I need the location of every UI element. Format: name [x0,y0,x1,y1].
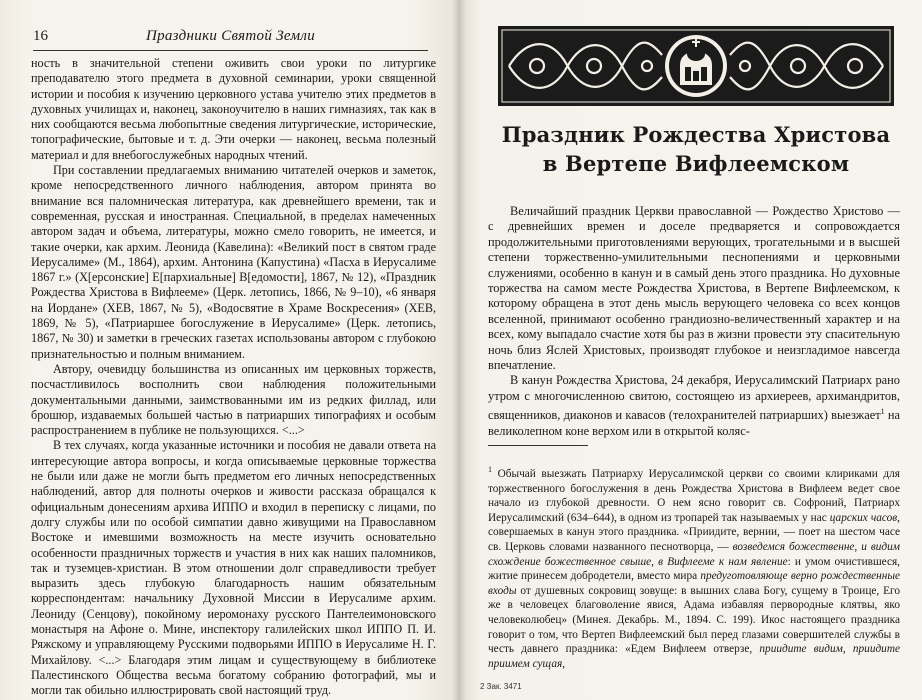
running-title: Праздники Святой Земли [145,28,316,44]
paragraph: В тех случаях, когда указанные источники и пособия не давали ответа на интересующие автора вопросы, и когда описываемые церковные торжества не были или даже не могли быть предметом его личных непосредственных наблюдений, автор для полноты очерков и живости рассказа обращался к официальным донесениям архива ИППО и входил в переписку с лицами, по долгу службы или по особой симпатии давно живущими на Православном Востоке и имевшими возможность на месте изучить основательно особенности праздничных торжеств и участия в них как наших паломников, так и туземцев-христиан. В этом отношении долг справедливости требует выразить здесь глубокую благодарность нашим обязательным корреспондентам: начальнику Духовной Миссии в Иерусалиме архим. Леониду (Сенцову), покойному иеромонаху русского Пантелеимоновского монастыря на Афоне о. Мине, инспектору галилейских школ ИППО П. И. Ряжскому и управляющему Русскими подворьями ИППО в Иерусалиме Н. Г. Михайлову. <...> Благодаря этим лицам и существующему в библиотеке Палестинского Общества весьма богатому собранию фотографий, мы и могли так обильно иллюстрировать свой настоящий труд. [31,438,436,698]
church-icon [665,35,727,97]
footnote [488,452,900,683]
footnote-paragraph [488,463,900,671]
paragraph: ность в значительной степени оживить свои уроки по литургике преподавателю этого предмета в духовной семинарии, уроки священной истории и пособия к изучению церковного устава учителю этих предметов в духовных училищах и, наконец, законоучителю в наших гимназиях, так как в них сообщаются весьма любопытные сведения литургические, исторические, топографические, бытовые и т. д. Эти очерки — наконец, весьма полезный материал и для внебогослужебных народных чтений. [31,56,436,162]
paragraph: При составлении предлагаемых вниманию читателей очерков и заметок, кроме непосредственного личного наблюдения, автором принята во внимание вся паломническая литература, как древнейшего времени, так и современная, русская и иностранная. Специальной, в пределах намеченных автором задач и объема, литературы, можно смело говорить, не имеется, и такие очерки, как архим. Леонида (Кавелина): «Великий пост в святом граде Иерусалиме» (М., 1864), архим. Антонина (Капустина) «Пасха в Иерусалиме 1867 г.» (Х[ерсонские] Е[пархиальные] В[едомости], 1867, № 12), «Праздник Рождества Христова в Вифлееме» (Церк. летопись, 1866, № 9–10), «6 января на Иордане» (ХЕВ, 1867, № 5), «Водосвятие в Храме Воскресения» (ХЕВ, 1869, № 5), «Патриаршее богослужение в Иерусалиме» (Церк. летопись, 1867, № 30) и заметки в греческих газетах использованы автором с глубокою признательностью и полным вниманием. [31,163,436,361]
left-body-text [31,56,436,698]
paragraph-text: В канун Рождества Христова, 24 декабря, Иерусалимский Патриарх рано утром с многочисленною свитою, состоящею из архиереев, архимандритов, священников, диаконов и кавасов (телохранителей патриарших) выезжает [488,373,900,423]
chapter-title-line: Праздник Рождества Христова [501,122,891,147]
footnote-italic: царских часов [829,511,898,524]
book-gutter [452,0,466,700]
footnote-ref: 1 [880,407,885,417]
printer-signature: 2 Зак. 3471 [480,682,522,691]
footnote-text: : и умом очистившеся, житие принесем добродетели, вместо мира [488,555,900,583]
footnote-text: Обычай выезжать Патриарху Иерусалимской церкви со своими клириками для торжественного богослужения в день Рождества Христова в Вифлеем ведет свое начало из глубокой древности. О нем ясно говорит св. Софроний, Патриарх Иерусалимский (634–644), в одном из тропарей так называемых у нас [488,468,900,524]
footnote-rule [488,445,588,446]
paragraph: Автору, очевидцу большинства из описанных им церковных торжеств, посчастливилось восполнить свои наблюдения положительными документальными данными, заимствованными им из редких филлад, или брошюр, издаваемых большей частью в патриарших типографиях и особым распространением в публике не пользующихся. <...> [31,361,436,438]
footnote-text: , совершаемых в канун этого праздника. «Приидите, вернии, — поет на шестом часе св. Церковь словами названного песнотворца, — [488,511,900,554]
chapter-title [478,120,914,178]
footnote-italic: возведемся божественне, и видим схождение божественное свыше, в Вифлееме к нам явление [488,541,900,568]
footnote-mark: 1 [488,465,492,475]
footnote-italic: предуготовляюще верно рождественные входы [488,570,901,597]
page-number: 16 [33,28,48,44]
footnote-text: от душевных сокровищ зовуще: в вышних слава Богу, сущему в Троице, Его же в человецех благоволение явися, Адама избавляя первородные клятвы, яко человеколюбец» (Минея. Декабрь. М., 1894. С. 199). Икос настоящего праздника говорит о том, что Вертеп Вифлеемский был перед глазами совершителей службы в честь давнего праздника: «Едем Вифлеем отверзе, [488,584,900,656]
paragraph [488,373,900,439]
left-page [0,0,458,700]
footnote-italic: приидите видим, приидите приимем сущая, [488,643,901,670]
paragraph-text: на великолепном коне верхом или в открытой коляс- [488,408,900,438]
paragraph: Величайший праздник Церкви православной — Рождество Христово — с древнейших времен и доселе предваряется и сопровождается продолжительными приготовлениями верующих, трогательными и в высшей степени торжественно-умилительными песнопениями и церковными служениями, особенно в канун и в самый день этого праздника. Но духовные торжества на самом месте Рождества Христова, в Вертепе Вифлеемском, к которому обращена в этот день мысль верующего человека со всех концов вселенной, принимают особенно грандиозно-величественный характер и на всех, кому выпадало счастие хотя бы раз в жизни провести эту спасительную ночь близ Яслей Христовых, производят глубокое и неизгладимое навсегда впечатление. [488,204,900,373]
chapter-title-line: в Вертепе Вифлеемском [542,151,850,176]
right-body-text [488,204,900,439]
header-rule [33,50,428,51]
running-head [33,28,428,50]
ornamental-headpiece [497,25,895,107]
